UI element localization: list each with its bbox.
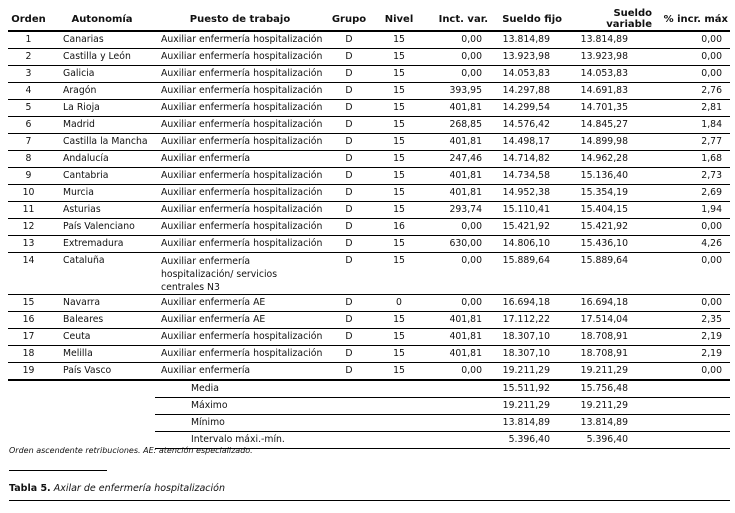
table-cell: 14.962,28 — [564, 151, 654, 168]
table-cell: 15 — [373, 168, 425, 185]
table-cell: 401,81 — [425, 312, 490, 329]
table-cell: 401,81 — [425, 134, 490, 151]
table-cell: 16.694,18 — [564, 295, 654, 312]
table-header-row — [8, 8, 730, 31]
table-cell: 268,85 — [425, 117, 490, 134]
table-cell: 2,19 — [654, 346, 730, 363]
table-cell: 3 — [8, 66, 49, 83]
table-cell: Andalucía — [49, 151, 155, 168]
table-cell: 18.708,91 — [564, 346, 654, 363]
table-row — [8, 100, 730, 117]
table-cell: 13 — [8, 236, 49, 253]
table-cell: 2,73 — [654, 168, 730, 185]
table-row — [8, 168, 730, 185]
table-cell: Auxiliar enfermería AE — [155, 312, 325, 329]
table-cell: 15.889,64 — [564, 253, 654, 295]
table-cell: 19 — [8, 363, 49, 381]
table-cell: 15 — [8, 295, 49, 312]
table-cell: 1,94 — [654, 202, 730, 219]
caption-rule — [9, 470, 107, 471]
table-row — [8, 236, 730, 253]
table-cell: 15.889,64 — [490, 253, 564, 295]
table-cell: D — [325, 66, 373, 83]
blank-cell — [8, 380, 155, 398]
table-cell: 401,81 — [425, 100, 490, 117]
table-cell: Galicia — [49, 66, 155, 83]
table-cell: 14.691,83 — [564, 83, 654, 100]
table-cell: 2,69 — [654, 185, 730, 202]
column-header: % incr. máx — [654, 8, 730, 31]
table-cell: Auxiliar enfermería hospitalización — [155, 219, 325, 236]
table-cell: 15 — [373, 134, 425, 151]
table-row — [8, 346, 730, 363]
blank-cell — [654, 398, 730, 415]
table-row — [8, 185, 730, 202]
table-cell: Auxiliar enfermería — [155, 151, 325, 168]
table-row — [8, 66, 730, 83]
table-cell: D — [325, 236, 373, 253]
summary-cell: 15.756,48 — [564, 380, 654, 398]
table-cell: Asturias — [49, 202, 155, 219]
table-cell: D — [325, 49, 373, 66]
table-cell: 18.307,10 — [490, 346, 564, 363]
table-cell: 15 — [373, 346, 425, 363]
summary-cell: 19.211,29 — [564, 398, 654, 415]
table-cell: Auxiliar enfermería hospitalización — [155, 236, 325, 253]
column-header: Inct. var. — [425, 8, 490, 31]
table-cell: 15 — [373, 83, 425, 100]
table-cell: 15 — [373, 202, 425, 219]
table-cell: 0,00 — [654, 49, 730, 66]
table-cell: D — [325, 329, 373, 346]
table-cell: Aragón — [49, 83, 155, 100]
table-cell: 293,74 — [425, 202, 490, 219]
table-cell: 15 — [373, 253, 425, 295]
table-cell: Auxiliar enfermería hospitalización — [155, 49, 325, 66]
summary-cell: 19.211,29 — [490, 398, 564, 415]
table-cell: 247,46 — [425, 151, 490, 168]
table-cell: Madrid — [49, 117, 155, 134]
table-cell: Extremadura — [49, 236, 155, 253]
table-cell: 7 — [8, 134, 49, 151]
table-cell: 14.297,88 — [490, 83, 564, 100]
table-cell: 0,00 — [654, 363, 730, 381]
table-cell: 630,00 — [425, 236, 490, 253]
table-cell: 4,26 — [654, 236, 730, 253]
table-cell: 0,00 — [425, 31, 490, 49]
table-cell: 0,00 — [425, 49, 490, 66]
table-cell: 16 — [8, 312, 49, 329]
table-cell: 5 — [8, 100, 49, 117]
table-cell: 0,00 — [654, 219, 730, 236]
table-cell: 1,68 — [654, 151, 730, 168]
summary-row — [8, 380, 730, 398]
table-cell: 1,84 — [654, 117, 730, 134]
blank-cell — [8, 398, 155, 415]
table-cell: 13.814,89 — [490, 31, 564, 49]
table-row — [8, 312, 730, 329]
table-cell: D — [325, 312, 373, 329]
table-cell: 0,00 — [425, 219, 490, 236]
table-row — [8, 151, 730, 168]
table-cell: 401,81 — [425, 168, 490, 185]
table-cell: 0,00 — [425, 253, 490, 295]
table-cell: D — [325, 295, 373, 312]
table-footnote: Orden ascendente retribuciones. AE: atención especializado. — [9, 446, 253, 455]
table-cell: 16 — [373, 219, 425, 236]
table-cell: 15 — [373, 31, 425, 49]
summary-cell: Intervalo máxi.-mín. — [155, 432, 490, 449]
table-cell: Auxiliar enfermería hospitalización — [155, 134, 325, 151]
table-cell: 15 — [373, 49, 425, 66]
table-cell: Auxiliar enfermería hospitalización — [155, 202, 325, 219]
table-cell: 15 — [373, 185, 425, 202]
table-cell: Auxiliar enfermería hospitalización — [155, 185, 325, 202]
summary-cell: 5.396,40 — [490, 432, 564, 449]
table-cell: 15.136,40 — [564, 168, 654, 185]
column-header: Grupo — [325, 8, 373, 31]
bottom-rule — [9, 500, 730, 501]
column-header: Nivel — [373, 8, 425, 31]
salary-table — [8, 8, 730, 449]
column-header: Orden — [8, 8, 49, 31]
table-cell: D — [325, 363, 373, 381]
table-cell: 15 — [373, 329, 425, 346]
table-cell: Auxiliar enfermería hospitalización — [155, 117, 325, 134]
table-cell: 14.498,17 — [490, 134, 564, 151]
table-cell: País Vasco — [49, 363, 155, 381]
table-row — [8, 202, 730, 219]
table-cell: 17.112,22 — [490, 312, 564, 329]
table-cell: 2,81 — [654, 100, 730, 117]
table-cell: 0,00 — [425, 295, 490, 312]
table-cell: D — [325, 134, 373, 151]
table-cell: Auxiliar enfermería hospitalización — [155, 346, 325, 363]
table-cell: D — [325, 83, 373, 100]
table-cell: 15 — [373, 312, 425, 329]
summary-row — [8, 398, 730, 415]
table-cell: 14.053,83 — [490, 66, 564, 83]
table-cell: 18 — [8, 346, 49, 363]
table-cell: Canarias — [49, 31, 155, 49]
table-cell: D — [325, 31, 373, 49]
table-row — [8, 295, 730, 312]
summary-cell: Media — [155, 380, 490, 398]
table-cell: 13.923,98 — [490, 49, 564, 66]
table-cell: 13.923,98 — [564, 49, 654, 66]
table-cell: 16.694,18 — [490, 295, 564, 312]
column-header: Sueldo variable — [564, 8, 654, 31]
table-cell: D — [325, 151, 373, 168]
table-cell: Auxiliar enfermería — [155, 363, 325, 381]
table-cell: 393,95 — [425, 83, 490, 100]
table-cell: 0,00 — [425, 66, 490, 83]
table-cell: 14.576,42 — [490, 117, 564, 134]
table-cell: Auxiliar enfermería hospitalización — [155, 168, 325, 185]
table-cell: 15 — [373, 117, 425, 134]
table-cell: 14.299,54 — [490, 100, 564, 117]
table-cell: 14.952,38 — [490, 185, 564, 202]
table-cell: 9 — [8, 168, 49, 185]
table-cell: 13.814,89 — [564, 31, 654, 49]
table-cell: 19.211,29 — [490, 363, 564, 381]
table-cell: Auxiliar enfermería hospitalización — [155, 66, 325, 83]
table-cell: Castilla la Mancha — [49, 134, 155, 151]
table-cell: D — [325, 168, 373, 185]
table-cell: 401,81 — [425, 346, 490, 363]
table-cell: 17 — [8, 329, 49, 346]
table-cell: Auxiliar enfermería AE — [155, 295, 325, 312]
table-cell: Navarra — [49, 295, 155, 312]
table-cell: País Valenciano — [49, 219, 155, 236]
table-cell: 14.053,83 — [564, 66, 654, 83]
column-header: Autonomía — [49, 8, 155, 31]
table-cell: Murcia — [49, 185, 155, 202]
table-cell: Auxiliar enfermería hospitalización — [155, 83, 325, 100]
table-cell: Auxiliar enfermería hospitalización — [155, 100, 325, 117]
column-header: Sueldo fijo — [490, 8, 564, 31]
table-cell: 15.436,10 — [564, 236, 654, 253]
table-row — [8, 83, 730, 100]
table-cell: 15.404,15 — [564, 202, 654, 219]
table-cell: 14.806,10 — [490, 236, 564, 253]
table-cell: 401,81 — [425, 329, 490, 346]
table-cell: 10 — [8, 185, 49, 202]
table-cell: 0 — [373, 295, 425, 312]
table-cell: 15 — [373, 151, 425, 168]
table-cell: 1 — [8, 31, 49, 49]
table-cell: 8 — [8, 151, 49, 168]
table-cell: D — [325, 253, 373, 295]
summary-cell: 5.396,40 — [564, 432, 654, 449]
table-body — [8, 31, 730, 449]
table-cell: 14.734,58 — [490, 168, 564, 185]
table-row — [8, 253, 730, 295]
summary-cell: Máximo — [155, 398, 490, 415]
table-row — [8, 329, 730, 346]
caption-label: Tabla 5. — [9, 483, 51, 494]
table-cell: 0,00 — [654, 66, 730, 83]
table-row — [8, 219, 730, 236]
table-row — [8, 31, 730, 49]
caption-text: Axilar de enfermería hospitalización — [53, 483, 225, 494]
table-cell: 18.708,91 — [564, 329, 654, 346]
table-cell: La Rioja — [49, 100, 155, 117]
table-row — [8, 49, 730, 66]
table-cell: Castilla y León — [49, 49, 155, 66]
table-cell: 6 — [8, 117, 49, 134]
table-cell: D — [325, 117, 373, 134]
table-cell: 2,19 — [654, 329, 730, 346]
table-row — [8, 134, 730, 151]
blank-cell — [654, 432, 730, 449]
table-cell: 14.714,82 — [490, 151, 564, 168]
table-cell: 4 — [8, 83, 49, 100]
table-cell: 15 — [373, 236, 425, 253]
table-cell: 12 — [8, 219, 49, 236]
table-cell: 11 — [8, 202, 49, 219]
table-cell: 15.421,92 — [564, 219, 654, 236]
table-cell: 19.211,29 — [564, 363, 654, 381]
table-cell: D — [325, 202, 373, 219]
blank-cell — [654, 415, 730, 432]
table-cell: 14 — [8, 253, 49, 295]
table-cell: 0,00 — [654, 31, 730, 49]
table-cell: Cataluña — [49, 253, 155, 295]
table-caption — [9, 483, 225, 494]
column-header: Puesto de trabajo — [155, 8, 325, 31]
table-cell: D — [325, 100, 373, 117]
summary-cell: Mínimo — [155, 415, 490, 432]
table-cell: 15.110,41 — [490, 202, 564, 219]
table-cell: D — [325, 346, 373, 363]
summary-cell: 13.814,89 — [490, 415, 564, 432]
table-cell: 2,76 — [654, 83, 730, 100]
table-cell: Ceuta — [49, 329, 155, 346]
summary-cell: 13.814,89 — [564, 415, 654, 432]
table-cell: 14.845,27 — [564, 117, 654, 134]
summary-row — [8, 415, 730, 432]
table-cell: Auxiliar enfermería hospitalización — [155, 31, 325, 49]
table-cell: 2,35 — [654, 312, 730, 329]
blank-cell — [654, 380, 730, 398]
table-cell: 15.354,19 — [564, 185, 654, 202]
table-cell: 0,00 — [654, 253, 730, 295]
table-cell: 0,00 — [425, 363, 490, 381]
table-cell: Baleares — [49, 312, 155, 329]
table-cell: 2 — [8, 49, 49, 66]
table-cell: Melilla — [49, 346, 155, 363]
table-cell: Auxiliar enfermería hospitalización — [155, 329, 325, 346]
table-cell: 15 — [373, 363, 425, 381]
table-row — [8, 363, 730, 381]
table-cell: Cantabria — [49, 168, 155, 185]
table-cell: 2,77 — [654, 134, 730, 151]
table-cell: 17.514,04 — [564, 312, 654, 329]
table-cell: Auxiliar enfermería hospitalización/ servicios centrales N3 — [155, 253, 325, 295]
table-cell: 15.421,92 — [490, 219, 564, 236]
table-cell: 18.307,10 — [490, 329, 564, 346]
blank-cell — [8, 415, 155, 432]
table-cell: 15 — [373, 100, 425, 117]
table-cell: 401,81 — [425, 185, 490, 202]
table-cell: 15 — [373, 66, 425, 83]
summary-cell: 15.511,92 — [490, 380, 564, 398]
table-cell: D — [325, 185, 373, 202]
table-cell: D — [325, 219, 373, 236]
table-cell: 0,00 — [654, 295, 730, 312]
table-cell: 14.701,35 — [564, 100, 654, 117]
table-cell: 14.899,98 — [564, 134, 654, 151]
table-row — [8, 117, 730, 134]
